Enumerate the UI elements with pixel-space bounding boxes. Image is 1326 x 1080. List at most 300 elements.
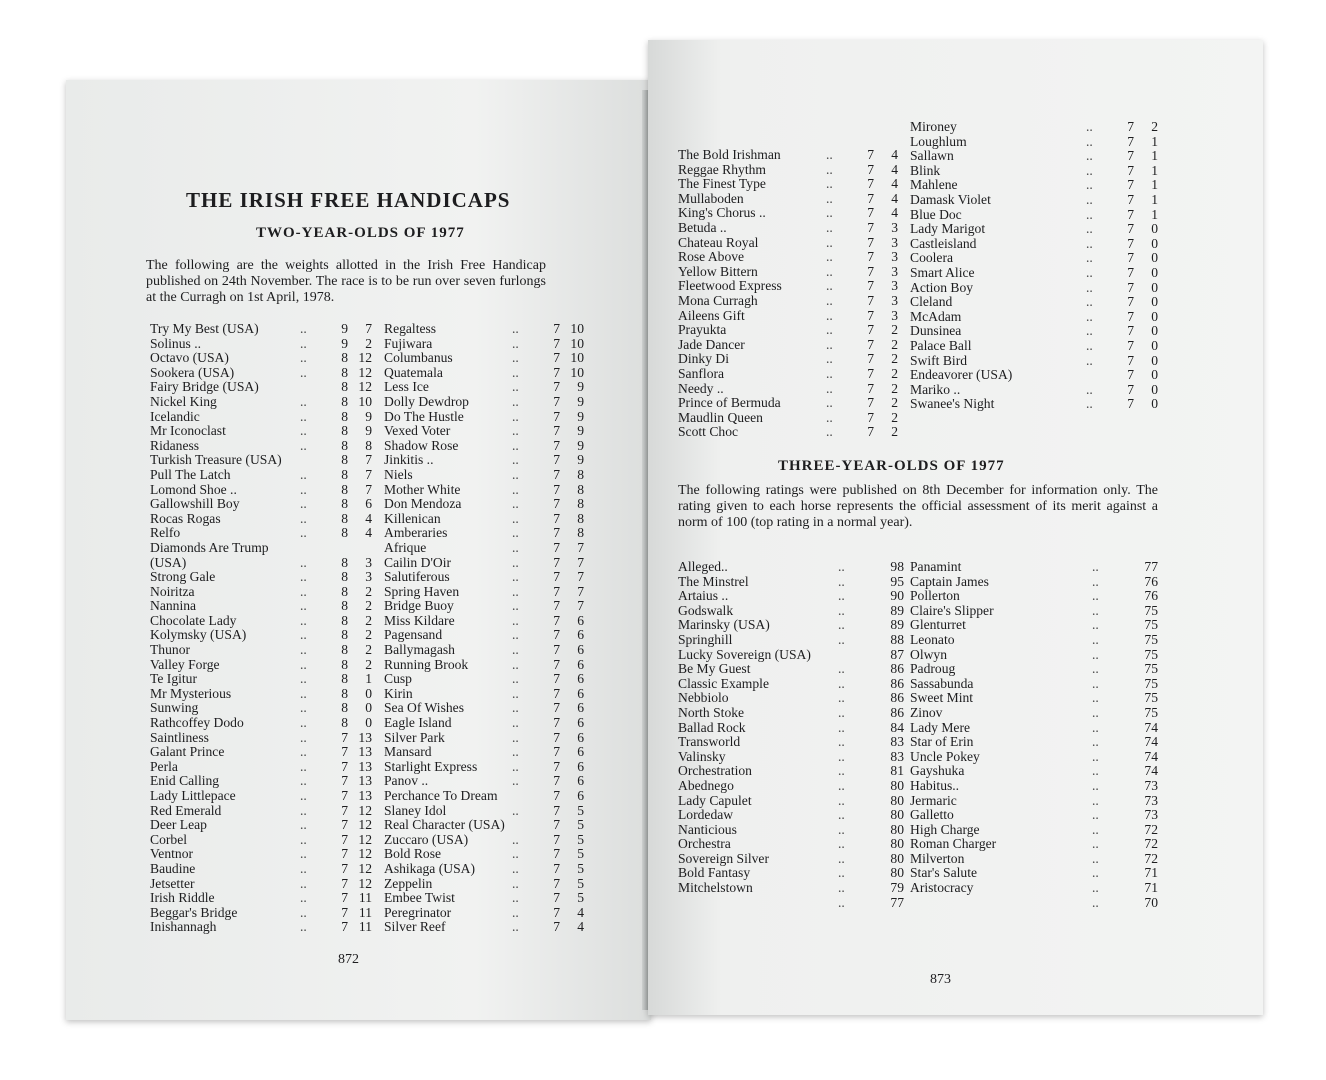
weight-stones: 7 xyxy=(1127,119,1134,134)
weight-pounds: 7 xyxy=(577,598,584,614)
table-row xyxy=(150,833,372,848)
weight-pounds: 1 xyxy=(1151,133,1158,149)
weight-stones: 7 xyxy=(553,715,560,731)
weight-stones: 7 xyxy=(553,437,560,453)
horse-name: Panamint xyxy=(910,560,962,574)
leader-dots: .. xyxy=(512,335,519,351)
weight-stones: 8 xyxy=(341,715,348,731)
leader-dots: .. xyxy=(838,792,845,808)
rating-value: 80 xyxy=(890,807,904,823)
leader-dots: .. xyxy=(512,802,519,818)
weight-pounds: 3 xyxy=(891,249,898,265)
weight-pounds: 5 xyxy=(577,890,584,906)
weight-stones: 7 xyxy=(341,904,348,920)
horse-name: Perchance To Dream xyxy=(384,789,498,803)
weight-pounds: 12 xyxy=(358,875,372,891)
horse-name: King's Chorus .. xyxy=(678,206,766,221)
weight-pounds: 0 xyxy=(1151,264,1158,280)
rating-value: 72 xyxy=(1144,850,1158,866)
leader-dots: .. xyxy=(826,219,833,235)
weight-pounds: 0 xyxy=(1151,323,1158,339)
rating-value: 73 xyxy=(1144,777,1158,793)
leader-dots: .. xyxy=(300,466,307,482)
leader-dots: .. xyxy=(826,147,833,162)
horse-name: Spring Haven xyxy=(384,584,460,599)
weight-pounds: 7 xyxy=(577,539,584,555)
leader-dots: .. xyxy=(300,919,307,935)
weight-stones: 7 xyxy=(1127,323,1134,339)
weight-stones: 7 xyxy=(553,642,560,658)
horse-name: Valinsky xyxy=(678,749,726,764)
weight-stones: 7 xyxy=(341,744,348,760)
leader-dots: .. xyxy=(838,559,845,574)
leader-dots: .. xyxy=(300,685,307,701)
horse-name: Fujiwara xyxy=(384,336,433,351)
leader-dots: .. xyxy=(1086,177,1093,193)
horse-name: Ridaness xyxy=(150,438,200,453)
weight-pounds: 7 xyxy=(365,466,372,482)
weight-stones: 7 xyxy=(553,700,560,716)
weight-pounds: 3 xyxy=(891,234,898,250)
horse-name: Zinov xyxy=(910,705,943,720)
table-row xyxy=(150,658,372,673)
weight-stones: 7 xyxy=(1127,279,1134,295)
horse-name: Orchestra xyxy=(678,837,731,852)
rating-value: 83 xyxy=(890,734,904,750)
table-row xyxy=(150,774,372,789)
horse-name: Gallowshill Boy xyxy=(150,497,240,512)
weight-stones: 8 xyxy=(341,685,348,701)
table-row xyxy=(910,383,1158,398)
weight-stones: 7 xyxy=(553,466,560,482)
weight-pounds: 12 xyxy=(358,846,372,862)
leader-dots: .. xyxy=(1086,294,1093,310)
leader-dots: .. xyxy=(1092,777,1099,793)
table-row xyxy=(910,604,1158,619)
leader-dots: .. xyxy=(512,904,519,920)
table-row xyxy=(150,760,372,775)
weight-stones: 7 xyxy=(867,292,874,308)
weight-pounds: 13 xyxy=(358,773,372,789)
table-row xyxy=(150,687,372,702)
horse-name: Zuccaro (USA) xyxy=(384,832,469,847)
horse-name: Saintliness xyxy=(150,730,209,745)
horse-name: Scott Choc xyxy=(678,425,739,440)
weight-stones: 8 xyxy=(341,612,348,628)
weight-pounds: 0 xyxy=(1151,396,1158,412)
weight-stones: 7 xyxy=(1127,308,1134,324)
leader-dots: .. xyxy=(512,598,519,614)
weight-pounds: 10 xyxy=(570,335,584,351)
table-row xyxy=(910,281,1158,296)
rating-value: 80 xyxy=(890,792,904,808)
horse-name: Lomond Shoe .. xyxy=(150,482,237,497)
leader-dots xyxy=(512,818,542,833)
weight-stones: 7 xyxy=(867,147,874,162)
leader-dots: .. xyxy=(512,554,519,570)
table-row xyxy=(150,701,372,716)
table-row xyxy=(910,735,1158,750)
table-row xyxy=(150,424,372,439)
horse-name: Orchestration xyxy=(678,764,752,779)
weight-pounds: 8 xyxy=(577,510,584,526)
rating-value: 86 xyxy=(890,675,904,691)
weight-pounds: 9 xyxy=(365,423,372,439)
table-row xyxy=(678,691,904,706)
leader-dots: .. xyxy=(1092,734,1099,750)
weight-stones: 7 xyxy=(553,379,560,395)
table-row xyxy=(384,862,584,877)
table-row xyxy=(678,163,898,178)
weight-pounds: 2 xyxy=(365,612,372,628)
horse-name: Roman Charger xyxy=(910,837,997,852)
leader-dots: .. xyxy=(300,788,307,803)
horse-name: Jinkitis .. xyxy=(384,453,434,468)
horse-name: Jermaric xyxy=(910,793,957,808)
rating-value: 75 xyxy=(1144,690,1158,706)
table-row xyxy=(678,338,898,353)
leader-dots: .. xyxy=(1092,894,1099,910)
weight-pounds: 6 xyxy=(577,715,584,731)
weight-pounds: 4 xyxy=(891,147,898,162)
horse-name: Strong Gale xyxy=(150,570,216,585)
horse-name: Killenican xyxy=(384,511,441,526)
weight-pounds: 0 xyxy=(1151,308,1158,324)
weight-pounds: 6 xyxy=(577,758,584,774)
horse-name: Be My Guest xyxy=(678,662,751,677)
table-row xyxy=(384,628,584,643)
weight-pounds: 0 xyxy=(1151,294,1158,310)
table-row xyxy=(150,541,372,556)
horse-name: Sanflora xyxy=(678,366,725,381)
leader-dots: .. xyxy=(512,539,519,555)
table-row xyxy=(150,862,372,877)
weight-stones: 7 xyxy=(867,278,874,294)
weight-pounds: 11 xyxy=(358,890,372,906)
table-row xyxy=(384,833,584,848)
table-row xyxy=(150,468,372,483)
weights-column-4 xyxy=(910,120,1158,412)
leader-dots: .. xyxy=(1092,748,1099,764)
horse-name: McAdam xyxy=(910,309,962,324)
table-row xyxy=(150,395,372,410)
page-number: 873 xyxy=(930,972,951,987)
leader-dots: .. xyxy=(512,715,519,731)
horse-name: Galant Prince xyxy=(150,745,225,760)
weight-stones: 7 xyxy=(867,249,874,265)
horse-name: Uncle Pokey xyxy=(910,749,980,764)
table-row xyxy=(910,589,1158,604)
weight-pounds: 2 xyxy=(365,656,372,672)
leader-dots: .. xyxy=(512,423,519,439)
rating-value: 89 xyxy=(890,602,904,618)
leader-dots: .. xyxy=(512,481,519,497)
weight-stones: 7 xyxy=(553,335,560,351)
table-row xyxy=(678,265,898,280)
page-number: 872 xyxy=(338,952,359,967)
weight-pounds: 8 xyxy=(577,525,584,541)
rating-value: 80 xyxy=(890,836,904,852)
leader-dots: .. xyxy=(300,860,307,876)
table-row xyxy=(384,556,584,571)
leader-dots: .. xyxy=(300,612,307,628)
ratings-column-2 xyxy=(910,560,1158,910)
leader-dots: .. xyxy=(512,656,519,672)
weight-pounds: 1 xyxy=(1151,162,1158,178)
weight-stones: 7 xyxy=(867,161,874,177)
rating-value: 98 xyxy=(890,559,904,574)
horse-name: Classic Example xyxy=(678,676,769,691)
weight-pounds: 4 xyxy=(577,904,584,920)
weight-stones: 7 xyxy=(867,409,874,425)
horse-name: Fleetwood Express xyxy=(678,279,782,294)
table-row xyxy=(678,221,898,236)
weight-stones: 7 xyxy=(553,598,560,614)
leader-dots: .. xyxy=(300,758,307,774)
table-row xyxy=(384,745,584,760)
weight-stones: 7 xyxy=(341,846,348,862)
weight-stones: 7 xyxy=(553,525,560,541)
weight-pounds: 5 xyxy=(577,802,584,818)
horse-name: Cailin D'Oir xyxy=(384,555,452,570)
weight-pounds: 3 xyxy=(891,307,898,323)
weight-stones: 7 xyxy=(867,176,874,192)
horse-name: Valley Forge xyxy=(150,657,220,672)
leader-dots: .. xyxy=(1092,602,1099,618)
horse-name: The Finest Type xyxy=(678,177,766,192)
horse-name: Icelandic xyxy=(150,409,200,424)
weight-stones: 7 xyxy=(1127,396,1134,412)
table-row xyxy=(384,906,584,921)
weight-pounds: 6 xyxy=(577,671,584,687)
weight-stones: 7 xyxy=(553,744,560,760)
page-title: THE IRISH FREE HANDICAPS xyxy=(186,188,511,212)
leader-dots: .. xyxy=(300,481,307,497)
table-row xyxy=(910,721,1158,736)
horse-name: Kirin xyxy=(384,686,413,701)
leader-dots: .. xyxy=(300,700,307,716)
weight-stones: 7 xyxy=(1127,191,1134,207)
horse-name xyxy=(678,896,838,911)
leader-dots: .. xyxy=(512,525,519,541)
weight-pounds: 6 xyxy=(365,496,372,512)
table-row xyxy=(910,295,1158,310)
table-row xyxy=(910,706,1158,721)
table-row xyxy=(910,823,1158,838)
horse-name: Reggae Rhythm xyxy=(678,162,766,177)
leader-dots: .. xyxy=(1086,352,1093,368)
table-row xyxy=(150,351,372,366)
leader-dots: .. xyxy=(838,573,845,589)
leader-dots: .. xyxy=(1092,573,1099,589)
horse-name: Loughlum xyxy=(910,134,967,149)
leader-dots: .. xyxy=(1092,850,1099,866)
table-row xyxy=(384,687,584,702)
weight-stones: 7 xyxy=(553,569,560,585)
leader-dots: .. xyxy=(826,176,833,192)
table-row xyxy=(384,526,584,541)
leader-dots: .. xyxy=(512,846,519,862)
weight-stones: 7 xyxy=(553,671,560,687)
two-year-olds-heading: TWO-YEAR-OLDS OF 1977 xyxy=(256,225,465,241)
weight-stones: 7 xyxy=(341,919,348,935)
weight-stones: 8 xyxy=(341,466,348,482)
horse-name: Kolymsky (USA) xyxy=(150,628,247,643)
table-row xyxy=(910,266,1158,281)
horse-name: Try My Best (USA) xyxy=(150,322,259,336)
leader-dots: .. xyxy=(1092,792,1099,808)
weight-stones: 7 xyxy=(553,860,560,876)
rating-value: 77 xyxy=(1144,559,1158,574)
weight-stones: 7 xyxy=(553,875,560,891)
weight-pounds: 9 xyxy=(577,379,584,395)
table-row xyxy=(678,706,904,721)
rating-value: 72 xyxy=(1144,836,1158,852)
horse-name: Mironey xyxy=(910,120,957,134)
table-row xyxy=(150,731,372,746)
table-row xyxy=(910,618,1158,633)
leader-dots: .. xyxy=(512,890,519,906)
weight-stones: 7 xyxy=(553,423,560,439)
horse-name: Perla xyxy=(150,759,178,774)
weight-pounds: 3 xyxy=(891,263,898,279)
leader-dots: .. xyxy=(300,496,307,512)
horse-name: Amberaries xyxy=(384,526,448,541)
weight-pounds: 4 xyxy=(577,919,584,935)
table-row xyxy=(678,808,904,823)
horse-name: Mullaboden xyxy=(678,191,744,206)
weight-pounds: 2 xyxy=(891,409,898,425)
horse-name: Godswalk xyxy=(678,603,734,618)
weight-stones: 7 xyxy=(867,219,874,235)
rating-value: 70 xyxy=(1144,894,1158,910)
weight-pounds: 8 xyxy=(365,437,372,453)
weight-pounds xyxy=(348,541,372,556)
rating-value: 88 xyxy=(890,631,904,647)
horse-name: Lady Littlepace xyxy=(150,789,236,803)
weight-stones: 7 xyxy=(553,817,560,833)
leader-dots: .. xyxy=(300,321,307,336)
horse-name: Diamonds Are Trump xyxy=(150,540,269,555)
horse-name: Mr Mysterious xyxy=(150,686,232,701)
weight-pounds: 9 xyxy=(365,408,372,424)
weight-pounds: 6 xyxy=(577,700,584,716)
open-book xyxy=(56,40,1268,1040)
leader-dots: .. xyxy=(300,510,307,526)
table-row xyxy=(678,294,898,309)
weight-pounds: 10 xyxy=(570,321,584,336)
horse-name: Sea Of Wishes xyxy=(384,701,464,716)
table-row xyxy=(910,866,1158,881)
horse-name: Regaltess xyxy=(384,322,437,336)
weight-pounds: 5 xyxy=(577,846,584,862)
horse-name: Dunsinea xyxy=(910,324,962,339)
weight-pounds: 12 xyxy=(358,350,372,366)
leader-dots: .. xyxy=(300,335,307,351)
table-row xyxy=(150,891,372,906)
rating-value: 75 xyxy=(1144,617,1158,633)
weight-pounds: 9 xyxy=(577,423,584,439)
table-row xyxy=(910,120,1158,135)
table-row xyxy=(384,614,584,629)
weight-stones: 7 xyxy=(867,351,874,367)
leader-dots: .. xyxy=(838,719,845,735)
three-year-olds-intro: The following ratings were published on 8th December for information only. The rating given to each horse represents the official assessment of its merit against a norm of 100 (top rating in a normal year). xyxy=(678,483,1158,530)
table-row xyxy=(384,395,584,410)
horse-name: Lordedaw xyxy=(678,808,734,823)
leader-dots: .. xyxy=(300,598,307,614)
weight-pounds: 10 xyxy=(570,350,584,366)
horse-name: Ballymagash xyxy=(384,643,455,658)
table-row xyxy=(150,585,372,600)
weight-stones: 7 xyxy=(867,365,874,381)
weight-pounds: 0 xyxy=(1151,235,1158,251)
horse-name: Mariko .. xyxy=(910,382,961,397)
leader-dots: .. xyxy=(1092,719,1099,735)
horse-name: Artaius .. xyxy=(678,589,729,604)
horse-name: Prayukta xyxy=(678,323,727,338)
table-row xyxy=(678,633,904,648)
table-row xyxy=(150,410,372,425)
horse-name: Star of Erin xyxy=(910,735,974,750)
table-row xyxy=(678,794,904,809)
table-row xyxy=(910,354,1158,369)
leader-dots: .. xyxy=(838,880,845,896)
table-row xyxy=(678,881,904,896)
horse-name: Jetsetter xyxy=(150,876,195,891)
leader-dots: .. xyxy=(1092,865,1099,881)
right-page xyxy=(648,40,1263,1015)
rating-value: 80 xyxy=(890,777,904,793)
leader-dots: .. xyxy=(838,734,845,750)
weight-stones: 7 xyxy=(553,773,560,789)
table-row xyxy=(678,764,904,779)
weight-pounds: 4 xyxy=(891,190,898,206)
ratings-column-1 xyxy=(678,560,904,910)
leader-dots: .. xyxy=(512,627,519,643)
horse-name: North Stoke xyxy=(678,705,745,720)
weight-stones: 7 xyxy=(1127,162,1134,178)
leader-dots: .. xyxy=(826,190,833,206)
weight-stones: 8 xyxy=(341,598,348,614)
weight-stones: 7 xyxy=(867,307,874,323)
table-row xyxy=(384,337,584,352)
table-row xyxy=(678,192,898,207)
weight-stones: 7 xyxy=(341,729,348,745)
leader-dots xyxy=(300,541,330,556)
table-row xyxy=(910,779,1158,794)
horse-name: Leonato xyxy=(910,632,955,647)
weight-pounds: 6 xyxy=(577,685,584,701)
table-row xyxy=(384,760,584,775)
table-row xyxy=(910,324,1158,339)
leader-dots: .. xyxy=(838,836,845,852)
weight-pounds: 3 xyxy=(891,292,898,308)
weight-stones: 7 xyxy=(553,612,560,628)
weight-pounds: 1 xyxy=(1151,177,1158,193)
horse-name: Sassabunda xyxy=(910,676,974,691)
weight-stones: 8 xyxy=(341,364,348,380)
table-row xyxy=(910,339,1158,354)
horse-name: Niels xyxy=(384,467,413,482)
leader-dots: .. xyxy=(1086,148,1093,164)
weight-pounds: 4 xyxy=(891,161,898,177)
horse-name: Pollerton xyxy=(910,589,960,604)
weights-column-2 xyxy=(384,322,584,935)
horse-name: Swanee's Night xyxy=(910,397,995,412)
horse-name: Yellow Bittern xyxy=(678,264,758,279)
horse-name: Salutiferous xyxy=(384,570,450,585)
